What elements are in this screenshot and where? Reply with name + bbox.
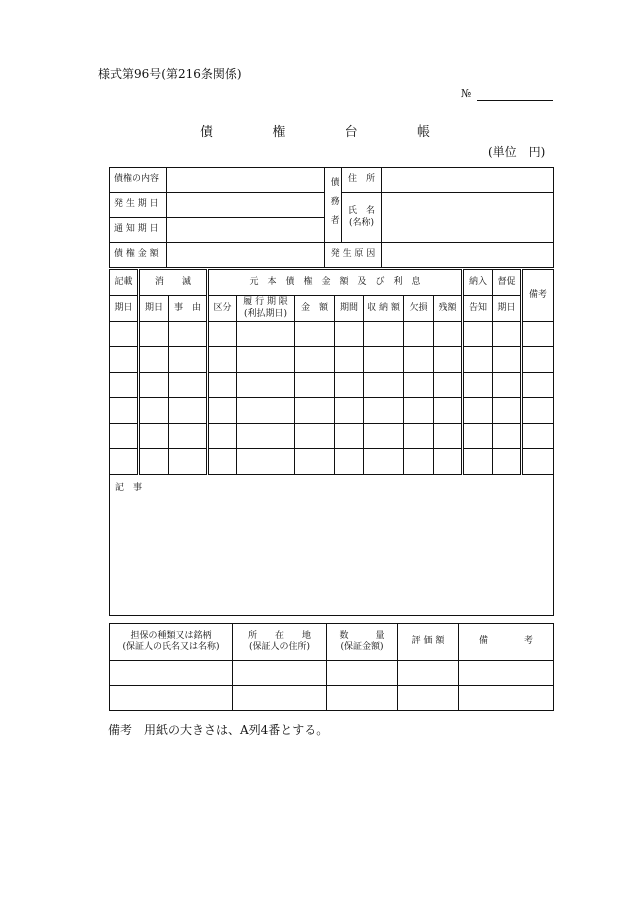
name-label	[342, 193, 382, 243]
title-char: 帳	[416, 125, 430, 140]
due-date-header	[237, 296, 295, 322]
address-field[interactable]	[382, 168, 554, 193]
footnote: 備考 用紙の大きさは、A列4番とする。	[108, 723, 329, 737]
entry-header-bottom: 期日	[110, 296, 139, 322]
title-char: 債	[200, 125, 214, 140]
no-input-line[interactable]	[477, 100, 553, 101]
balance-header: 残額	[434, 296, 463, 322]
unit-label: (単位 円)	[488, 145, 546, 159]
collateral-type-line2: (保証人の氏名又は名称)	[122, 642, 220, 652]
content-label: 債権の内容	[110, 168, 167, 193]
collateral-location-line1: 所 在 地	[247, 630, 311, 641]
collateral-location-header	[233, 624, 327, 661]
collateral-table	[109, 623, 554, 711]
ledger-row[interactable]	[110, 373, 554, 398]
demand-date-header-bottom: 期日	[493, 296, 522, 322]
address-label: 住 所	[342, 168, 382, 193]
period-header: 期間	[335, 296, 364, 322]
payment-notice-header-bottom: 告知	[463, 296, 493, 322]
collateral-quantity-line2: (保証金額)	[340, 642, 384, 652]
amount-label: 債 権 金 額	[110, 243, 167, 268]
collateral-quantity-header	[327, 624, 398, 661]
debtor-label: 債務者	[325, 168, 342, 243]
demand-date-header-top: 督促	[493, 270, 522, 296]
loss-header: 欠損	[404, 296, 434, 322]
extinction-header: 消 滅	[139, 270, 208, 296]
cause-field[interactable]	[382, 243, 554, 268]
due-date-header-line1: 履 行 期 限	[243, 297, 288, 308]
ledger-row[interactable]	[110, 347, 554, 373]
page-title	[200, 121, 430, 140]
collateral-location-line2: (保証人の住所)	[248, 642, 311, 652]
amount-header: 金 額	[295, 296, 335, 322]
collateral-valuation-header: 評 価 額	[398, 624, 459, 661]
occurrence-date-field[interactable]	[167, 193, 325, 218]
remarks-header: 備考	[522, 270, 554, 322]
collateral-row[interactable]	[110, 686, 554, 711]
due-date-header-line2: (利払期日)	[244, 308, 288, 319]
name-field[interactable]	[382, 193, 554, 243]
ledger-row[interactable]	[110, 449, 554, 475]
title-char: 権	[272, 125, 286, 140]
amount-field[interactable]	[167, 243, 325, 268]
extinction-date-header: 期日	[139, 296, 169, 322]
collateral-quantity-line1: 数 量	[339, 630, 385, 641]
notes-area[interactable]	[109, 474, 554, 616]
notes-label: 記 事	[115, 483, 143, 493]
no-label: №	[461, 87, 472, 100]
name-label-line1: 氏 名	[347, 206, 375, 217]
payment-notice-header-top: 納入	[463, 270, 493, 296]
category-header: 区分	[208, 296, 237, 322]
occurrence-date-label: 発 生 期 日	[110, 193, 167, 218]
extinction-reason-header: 事 由	[169, 296, 208, 322]
collateral-type-line1: 担保の種類又は銘柄	[130, 630, 212, 641]
cause-label: 発 生 原 因	[325, 243, 382, 268]
entry-header-top: 記載	[110, 270, 139, 296]
ledger-row[interactable]	[110, 424, 554, 449]
name-label-line2: (名称)	[348, 217, 375, 228]
ledger-row[interactable]	[110, 322, 554, 347]
ledger-row[interactable]	[110, 398, 554, 424]
form-number: 様式第96号(第216条関係)	[98, 67, 242, 81]
claim-info-table	[109, 167, 554, 268]
collateral-remarks-header: 備 考	[459, 624, 554, 661]
notice-date-field[interactable]	[167, 218, 325, 243]
collected-header: 収 納 額	[364, 296, 404, 322]
collateral-type-header	[110, 624, 233, 661]
principal-header: 元 本 債 権 金 額 及 び 利 息	[208, 270, 463, 296]
title-char: 台	[344, 125, 358, 140]
content-field[interactable]	[167, 168, 325, 193]
collateral-row[interactable]	[110, 661, 554, 686]
notice-date-label: 通 知 期 日	[110, 218, 167, 243]
ledger-table	[109, 269, 554, 475]
